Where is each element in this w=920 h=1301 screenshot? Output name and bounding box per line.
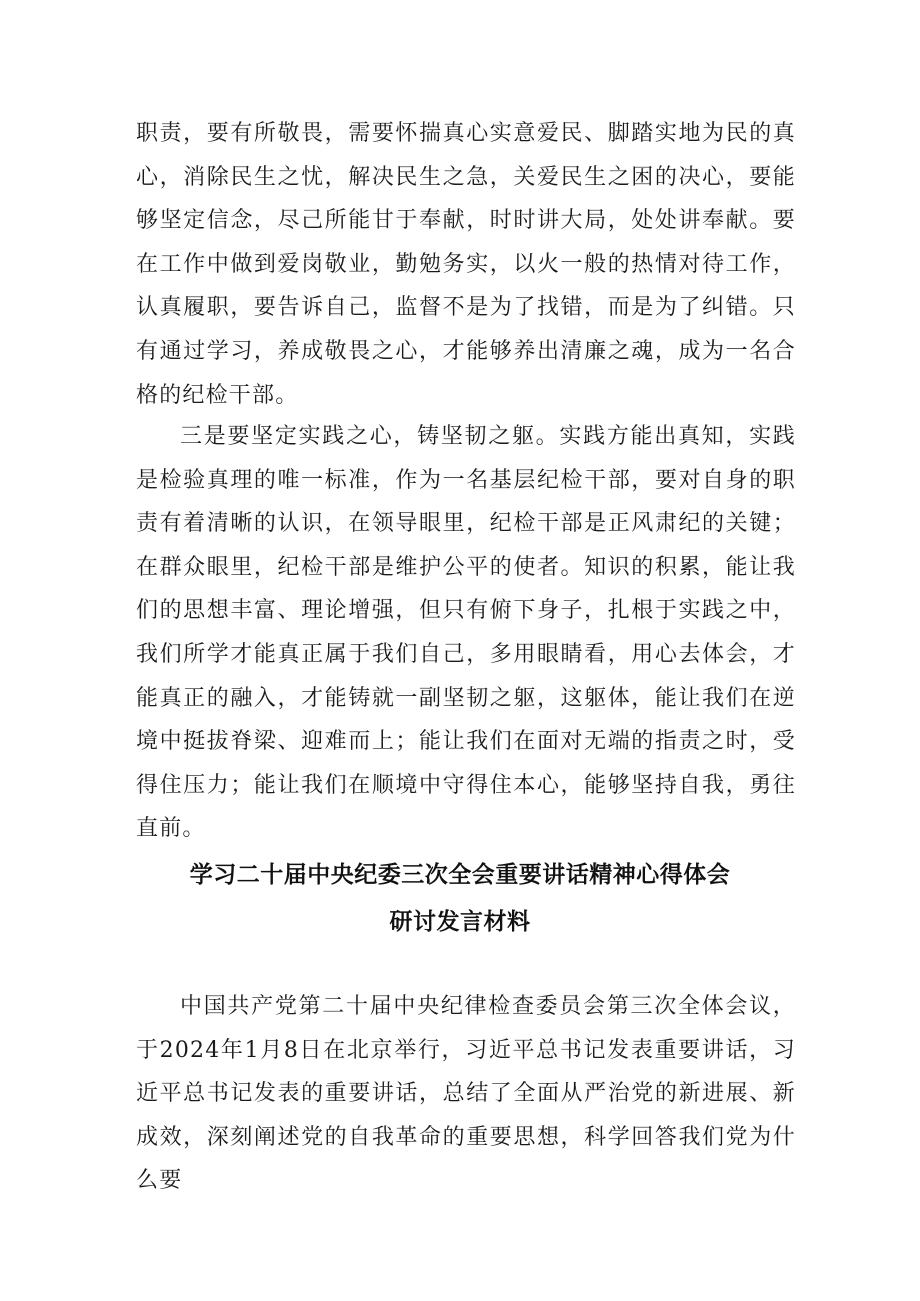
document-title-line-2: 研讨发言材料	[389, 909, 531, 935]
paragraph-intro: 中国共产党第二十届中央纪律检查委员会第三次全体会议，于2024年1月8日在北京举行，习近平总书记发表重要讲话，习近平总书记发表的重要讲话，总结了全面从严治党的新进展、新成效，深刻阐述党的自我革命的重要思想，科学回答我们党为什么要	[136, 994, 796, 1194]
paragraph-three: 三是要坚定实践之心，铸坚韧之躯。实践方能出真知，实践是检验真理的唯一标准，作为一名基层纪检干部，要对自身的职责有着清晰的认识，在领导眼里，纪检干部是正风肃纪的关键；在群众眼里，纪检干部是维护公平的使者。知识的积累，能让我们的思想丰富、理论增强，但只有俯下身子，扎根于实践之中，我们所学才能真正属于我们自己，多用眼睛看，用心去体会，才能真正的融入，才能铸就一副坚韧之躯，这躯体，能让我们在逆境中挺拔脊梁、迎难而上；能让我们在面对无端的指责之时，受得住压力；能让我们在顺境中守得住本心，能够坚持自我，勇往直前。	[136, 424, 796, 842]
document-title-line-1: 学习二十届中央纪委三次全会重要讲话精神心得体会	[189, 862, 731, 888]
paragraph-continued: 职责，要有所敬畏，需要怀揣真心实意爱民、脚踏实地为民的真心，消除民生之忧，解决民生之急，关爱民生之困的决心，要能够坚定信念，尽己所能甘于奉献，时时讲大局，处处讲奉献。要在工作中做到爱岗敬业，勤勉务实，以火一般的热情对待工作，认真履职，要告诉自己，监督不是为了找错，而是为了纠错。只有通过学习，养成敬畏之心，才能够养出清廉之魂，成为一名合格的纪检干部。	[136, 121, 796, 408]
